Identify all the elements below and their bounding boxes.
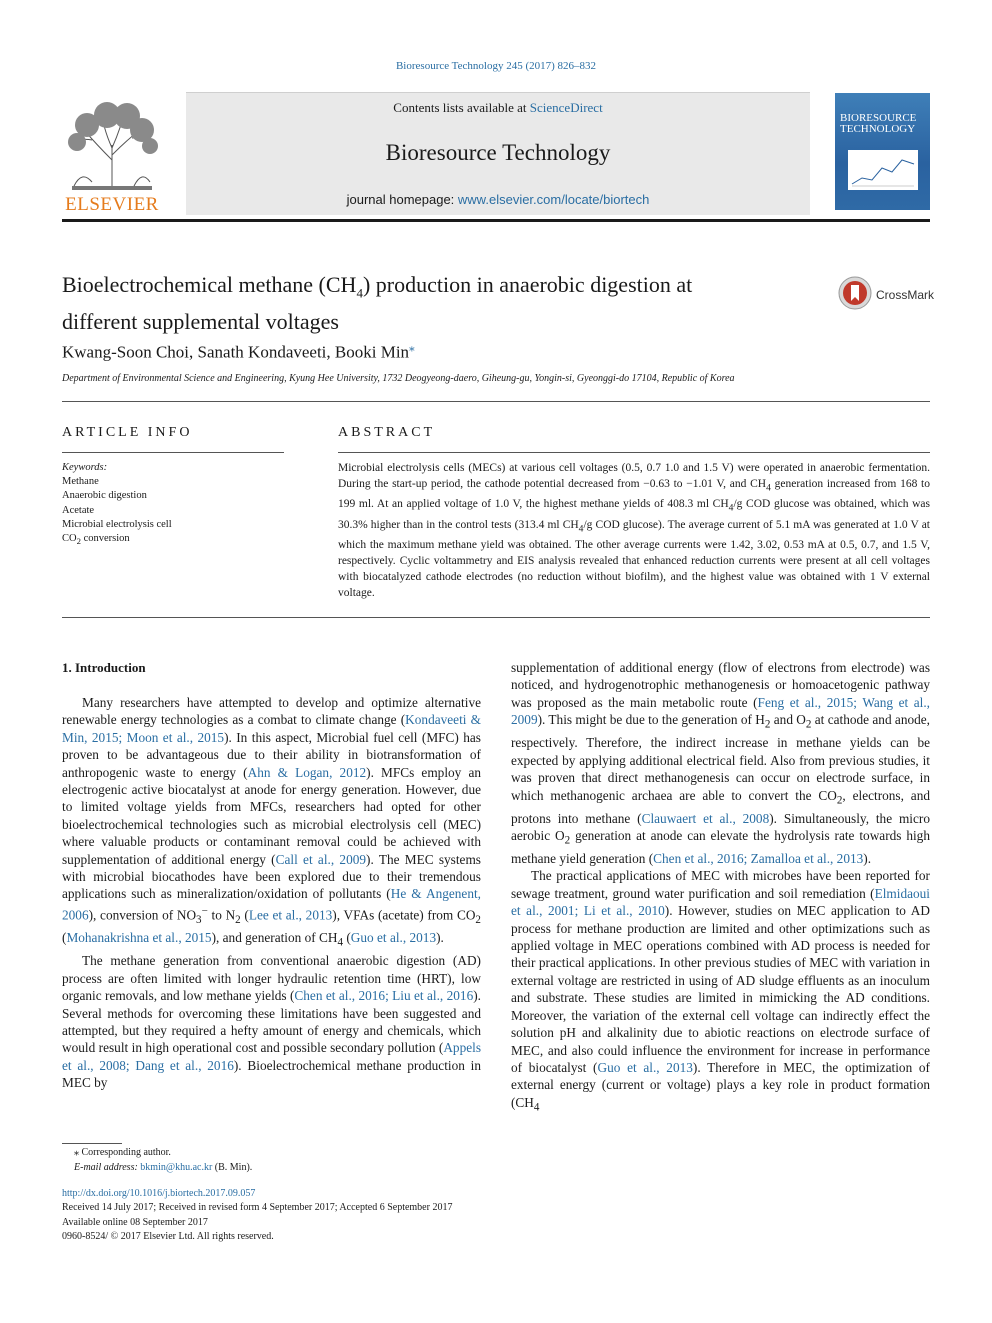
citation-link[interactable]: Lee et al., 2013 — [248, 907, 333, 923]
subscript: 2 — [235, 913, 241, 926]
title-part-3: different supplemental voltages — [62, 309, 339, 335]
article-history — [62, 1187, 452, 1245]
homepage-link[interactable]: www.elsevier.com/locate/biortech — [457, 192, 650, 207]
text: ( — [240, 907, 249, 923]
text: supplementation of additional energy (flow of electrons from electrode) was noticed, and hydrogenotrophic methanogenesis or homoacetogenic pathway was proposed as the main metabolic route ( — [511, 660, 930, 710]
title-part-1: Bioelectrochemical methane (CH — [62, 272, 357, 297]
citation-link[interactable]: Feng et al., 2015; Wang et al., 2009 — [511, 694, 931, 728]
keywords-block — [62, 461, 292, 548]
subscript: 4 — [578, 522, 584, 534]
cover-figure — [848, 150, 918, 190]
journal-homepage — [186, 192, 810, 207]
email-suffix: (B. Min). — [212, 1161, 253, 1173]
abstract-rule — [338, 452, 930, 453]
subscript: 2 — [564, 834, 571, 847]
corresponding-author-note: ⁎ Corresponding author. — [74, 1147, 171, 1158]
text: and O — [770, 712, 806, 728]
affiliation: Department of Environmental Science and Engineering, Kyung Hee University, 1732 Deogyeong-daero, Giheung-gu, Yongin-si, Gyeonggi-do 17104, Republic of Korea — [62, 373, 735, 384]
contents-prefix: Contents lists available at — [393, 100, 530, 115]
email-link[interactable]: bkmin@khu.ac.kr — [140, 1161, 213, 1173]
text: ). Therefore in MEC, the optimization of external energy (current or voltage) plays a key role in product formation (CH — [511, 1059, 930, 1110]
received-dates: Received 14 July 2017; Received in revised form 4 September 2017; Accepted 6 September 2017 — [62, 1202, 453, 1214]
abstract-part: generation increased from 168 to 199 ml. At an applied voltage of 1.0 V, the highest methane yields of 408.3 ml CH — [338, 478, 930, 511]
citation-link[interactable]: Guo et al., 2013 — [350, 930, 437, 946]
text: ( — [62, 930, 67, 946]
cover-title-line-1: BIORESOURCE — [840, 112, 917, 124]
keyword-item: Methane — [62, 476, 99, 488]
email-label: E-mail address: — [74, 1161, 141, 1173]
citation-link[interactable]: Appels et al., 2008; Dang et al., 2016 — [62, 1040, 481, 1073]
text: , electrons, and protons into methane ( — [511, 787, 930, 826]
abstract-text — [338, 460, 930, 601]
subscript: 2 — [475, 913, 481, 926]
abstract-part: /g COD glucose was obtained, which was 30.3% higher than in the control tests (313.4 ml CH — [338, 498, 931, 531]
crossmark-label[interactable]: CrossMark — [876, 288, 935, 302]
text: ). — [436, 930, 444, 946]
cover-title — [840, 113, 928, 135]
citation-link[interactable]: Call et al., 2009 — [275, 851, 367, 867]
text: ). MFCs employ an electrogenic active biocatalyst at anode for energy generation. However, due to limited voltage yields from MFCs, researchers had opted for other bioelectrochemical technologies such as microbial electrolysis cell (MEC) where valuable products or contaminant removal could be achieved with supplementation of additional energy ( — [62, 764, 481, 867]
abstract-bottom-rule — [62, 617, 930, 618]
text: Many researchers have attempted to develop and optimize alternative renewable energy technologies as a combat to climate change ( — [62, 695, 481, 728]
keyword-item — [62, 532, 292, 548]
author-list — [62, 341, 415, 363]
text: ). Bioelectrochemical methane production in MEC by — [62, 1057, 481, 1091]
footnote-rule — [62, 1143, 122, 1144]
text: ). However, studies on MEC application to AD process for methane production are limited and other optimizations such as applied voltage in MEC operations combined with AD process is needed for their practical applications. In other previous studies of MEC with variation in external voltage are restricted in using of AD sludge effluents as an inoculum and substrate. These studies are limited in mimicking the AD conditions. Moreover, the variation of the external cell voltage can indirectly effect the solution pH and alkalinity due to abiotic reactions on electrode surface of MEC, and also could influence the environment for increase in performance of biocatalyst ( — [511, 903, 930, 1075]
subscript: 2 — [836, 794, 843, 807]
subscript: 3 — [196, 913, 202, 926]
publisher-name: ELSEVIER — [65, 194, 159, 215]
text: ), conversion of NO — [88, 907, 197, 923]
keyword-co2-suffix: conversion — [80, 533, 130, 545]
citation-link[interactable]: Elmidaoui et al., 2001; Li et al., 2010 — [511, 885, 930, 919]
citation-link[interactable]: Chen et al., 2016; Liu et al., 2016 — [294, 988, 474, 1004]
contents-line — [186, 100, 810, 116]
title-section-rule — [62, 401, 930, 402]
subscript: 2 — [805, 718, 812, 731]
title-part-2: ) production in anaerobic digestion at — [362, 272, 693, 297]
text: ), and generation of CH — [211, 930, 338, 946]
text: The practical applications of MEC with microbes have been reported for sewage treatment, ground water purification and soil remediation ( — [511, 868, 930, 901]
body-column-right — [511, 659, 930, 1117]
keyword-co2-subscript: 2 — [76, 536, 81, 547]
paragraph — [62, 952, 481, 1091]
keyword-item: Anaerobic digestion — [62, 490, 147, 502]
citation-link[interactable]: Kondaveeti & Min, 2015; Moon et al., 2015 — [62, 712, 481, 745]
header-rule — [62, 219, 930, 222]
text: to N — [207, 907, 236, 923]
journal-citation[interactable]: Bioresource Technology 245 (2017) 826–832 — [395, 60, 597, 72]
abstract-heading: ABSTRACT — [338, 425, 436, 440]
keywords-label: Keywords: — [62, 462, 108, 473]
keyword-co2-text: CO — [62, 533, 77, 545]
subscript: 4 — [766, 482, 771, 494]
citation-link[interactable]: Ahn & Logan, 2012 — [247, 764, 367, 780]
text: ). Several methods for overcoming these limitations have been suggested and attempted, but they required a hefty amount of energy and chemicals, which would result in high operational cost and possible secondary pollution ( — [62, 988, 481, 1056]
text: ). The MEC systems with microbial biocathodes have been explored due to their tremendous applications such as mineralization/oxidation of pollutants ( — [62, 851, 481, 902]
text: generation at anode can elevate the hydrolysis rate towards high methane yield generation ( — [511, 827, 930, 867]
authors-text[interactable]: Kwang-Soon Choi, Sanath Kondaveeti, Booki Min — [62, 342, 410, 362]
article-title — [62, 270, 822, 336]
footnotes — [74, 1146, 252, 1175]
keyword-item: Microbial electrolysis cell — [62, 518, 172, 530]
email-note — [74, 1161, 252, 1176]
body-column-left — [62, 694, 481, 1092]
citation-link[interactable]: He & Angenent, 2006 — [62, 886, 481, 923]
subscript: 4 — [728, 502, 734, 514]
crossmark-icon[interactable] — [838, 276, 872, 310]
subscript: 4 — [533, 1101, 540, 1114]
text: ). — [863, 851, 872, 867]
copyright: 0960-8524/ © 2017 Elsevier Ltd. All rights reserved. — [62, 1231, 274, 1243]
text: ). This might be due to the generation of H — [537, 712, 765, 728]
superscript: − — [201, 904, 208, 917]
text: ( — [343, 930, 351, 946]
article-info-heading: ARTICLE INFO — [62, 425, 193, 440]
citation-link[interactable]: Chen et al., 2016; Zamalloa et al., 2013 — [653, 851, 864, 867]
title-subscript: 4 — [356, 285, 363, 301]
subscript: 2 — [764, 718, 771, 731]
homepage-prefix: journal homepage: — [346, 192, 458, 207]
citation-link[interactable]: Guo et al., 2013 — [597, 1059, 693, 1075]
online-date: Available online 08 September 2017 — [62, 1216, 208, 1228]
text: at cathode and anode, respectively. Therefore, the indirect increase in methane yields can be expected by applying additional electrical field. Also from previous studies, it was proven that direct methanogenesis can occur on electrode surface, in which methanogenic archaea are able to convert the CO — [511, 712, 930, 803]
subscript: 4 — [337, 937, 344, 950]
text: ), VFAs (acetate) from CO — [332, 907, 476, 923]
abstract-part: Microbial electrolysis cells (MECs) at various cell voltages (0.5, 0.7 1.0 and 1.5 V) were operated in anaerobic fermentation. During the start-up period, the cathode potential decreased from −0.63 to −1.01 V, and CH — [338, 462, 930, 490]
keyword-item: Acetate — [62, 504, 95, 516]
abstract-part: /g COD glucose). The average current of 5.1 mA was generated at 1.0 V at which the maximum methane yield was obtained. The other average currents were 1.42, 3.02, 0.53 mA at 0.5, 0.7, and 1.5 V, respectively. Cyclic voltammetry and EIS analysis revealed that enhanced reduction currents were present at all cell voltages with biocatalyzed cathode electrodes (no reduction without biofilm), and the highest value was obtained with 1 V external voltage. — [338, 518, 930, 599]
paragraph — [62, 694, 481, 952]
citation-link[interactable]: Clauwaert et al., 2008 — [641, 810, 770, 826]
text: ). Simultaneously, the micro aerobic O — [511, 810, 930, 843]
cover-title-line-2: TECHNOLOGY — [840, 123, 916, 135]
sciencedirect-link[interactable]: ScienceDirect — [529, 100, 603, 115]
paragraph — [511, 867, 930, 1116]
article-info-rule — [62, 452, 284, 453]
doi-link[interactable]: http://dx.doi.org/10.1016/j.biortech.2017.09.057 — [62, 1188, 256, 1199]
paragraph — [511, 659, 930, 867]
citation-link[interactable]: Mohanakrishna et al., 2015 — [66, 930, 212, 946]
corresponding-author-mark[interactable]: ⁎ — [409, 342, 415, 354]
journal-title: Bioresource Technology — [385, 140, 611, 165]
text: The methane generation from conventional anaerobic digestion (AD) process are often limited with longer hydraulic retention time (HRT), low organic removals, and low methane yields ( — [62, 953, 481, 1004]
section-heading-introduction: 1. Introduction — [62, 660, 146, 675]
text: ). In this aspect, Microbial fuel cell (MFC) has proven to be advantageous due to their ability in biotransformation of anthropogenic waste to energy ( — [62, 729, 481, 780]
